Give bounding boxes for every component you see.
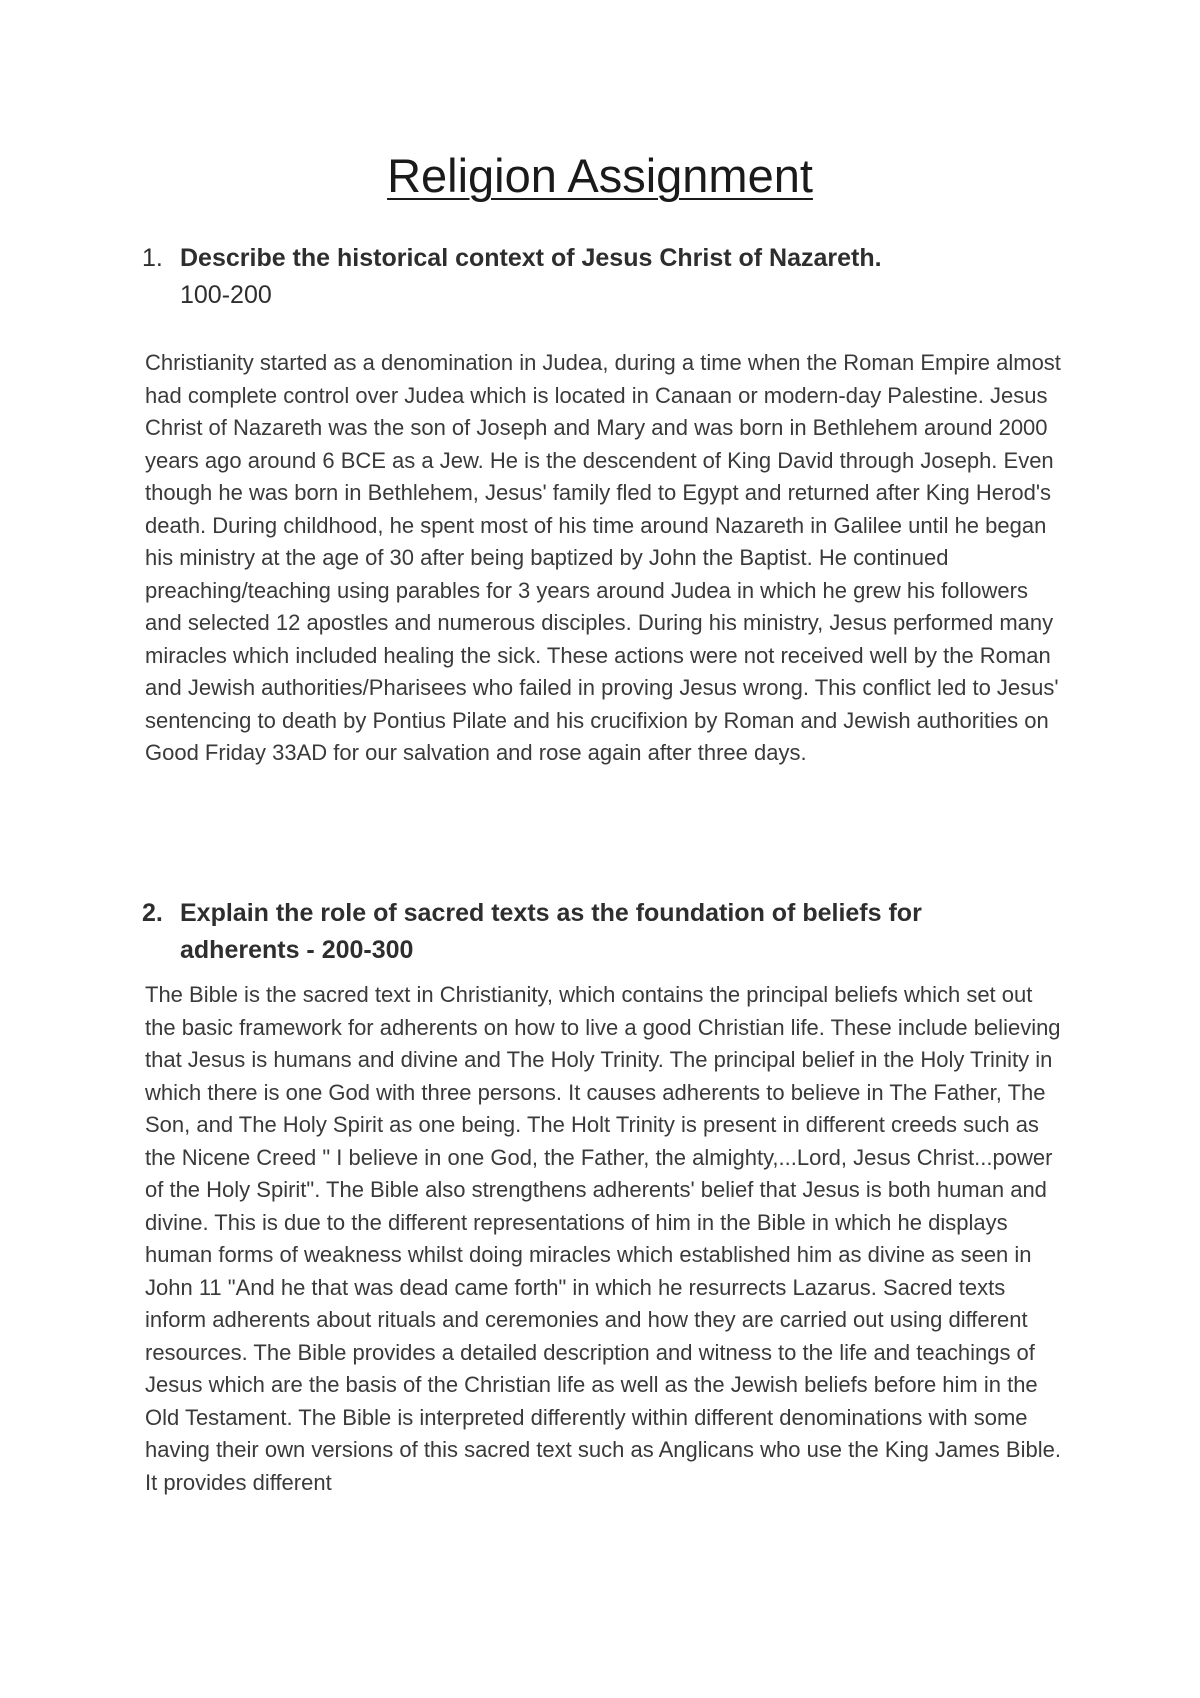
question-number: 2. xyxy=(142,899,163,927)
question-2 xyxy=(142,895,1040,969)
question-marks: 100-200 xyxy=(180,281,272,309)
question-number: 1. xyxy=(142,244,163,272)
answer-paragraph-2: The Bible is the sacred text in Christianity, which contains the principal beliefs which set out the basic framework for adherents on how to live a good Christian life. These include believing that Jesus is humans and divine and The Holy Trinity. The principal belief in the Holy Trinity in which there is one God with three persons. It causes adherents to believe in The Father, The Son, and The Holy Spirit as one being. The Holt Trinity is present in different creeds such as the Nicene Creed " I believe in one God, the Father, the almighty,...Lord, Jesus Christ...power of the Holy Spirit". The Bible also strengthens adherents' belief that Jesus is both human and divine. This is due to the different representations of him in the Bible in which he displays human forms of weakness whilst doing miracles which established him as divine as seen in John 11 "And he that was dead came forth" in which he resurrects Lazarus. Sacred texts inform adherents about rituals and ceremonies and how they are carried out using different resources. The Bible provides a detailed description and witness to the life and teachings of Jesus which are the basis of the Christian life as well as the Jewish beliefs before him in the Old Testament. The Bible is interpreted differently within different denominations with some having their own versions of this sacred text such as Anglicans who use the King James Bible. It provides different xyxy=(145,982,1061,1495)
question-text: Explain the role of sacred texts as the foundation of beliefs for adherents - 200-300 xyxy=(180,899,922,964)
question-1 xyxy=(142,240,1040,314)
answer-paragraph-1: Christianity started as a denomination in Judea, during a time when the Roman Empire almost had complete control over Judea which is located in Canaan or modern-day Palestine. Jesus Christ of Nazareth was the son of Joseph and Mary and was born in Bethlehem around 2000 years ago around 6 BCE as a Jew. He is the descendent of King David through Joseph. Even though he was born in Bethlehem, Jesus' family fled to Egypt and returned after King Herod's death. During childhood, he spent most of his time around Nazareth in Galilee until he began his ministry at the age of 30 after being baptized by John the Baptist. He continued preaching/teaching using parables for 3 years around Judea in which he grew his followers and selected 12 apostles and numerous disciples. During his ministry, Jesus performed many miracles which included healing the sick. These actions were not received well by the Roman and Jewish authorities/Pharisees who failed in proving Jesus wrong. This conflict led to Jesus' sentencing to death by Pontius Pilate and his crucifixion by Roman and Jewish authorities on Good Friday 33AD for our salvation and rose again after three days. xyxy=(145,350,1061,765)
document-title: Religion Assignment xyxy=(387,149,813,202)
question-text: Describe the historical context of Jesus Christ of Nazareth. xyxy=(180,244,882,272)
